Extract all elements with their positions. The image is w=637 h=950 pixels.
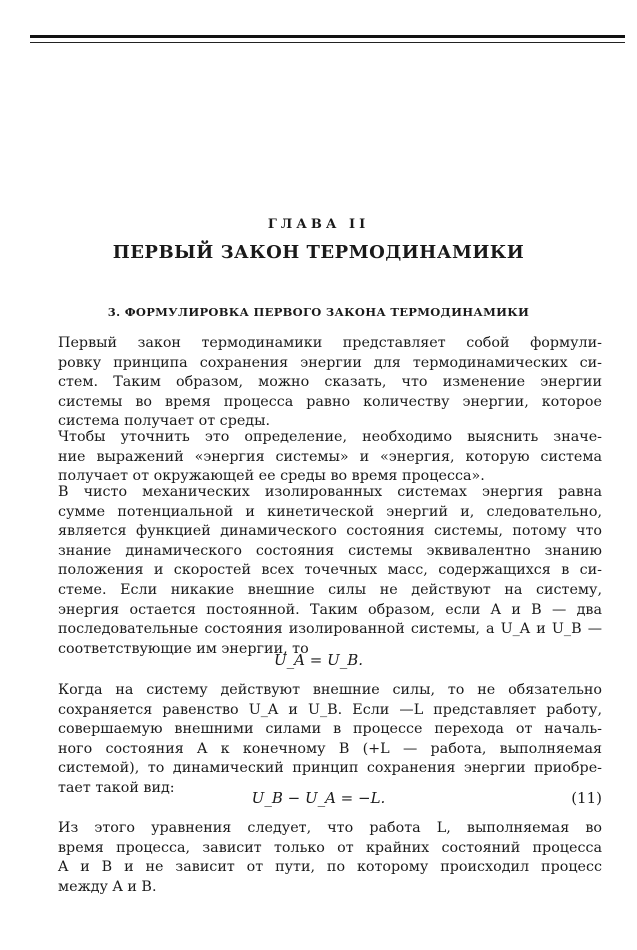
paragraph-3-line: сумме потенциальной и кинетической энергий и, следовательно, bbox=[58, 503, 602, 520]
equation-1-text: U_A = U_B. bbox=[273, 651, 363, 669]
paragraph-3 bbox=[58, 483, 602, 659]
paragraph-2 bbox=[58, 428, 602, 487]
paragraph-3-line: стеме. Если никакие внешние силы не действуют на систему, bbox=[58, 581, 602, 598]
paragraph-1-line: система получает от среды. bbox=[58, 413, 271, 430]
paragraph-1-line: Первый закон термодинамики представляет собой формули- bbox=[58, 335, 602, 351]
paragraph-2-line: получает от окружающей ее среды во время процесса». bbox=[58, 468, 485, 485]
paragraph-4-line: системой), то динамический принцип сохранения энергии приобре- bbox=[58, 760, 602, 777]
paragraph-1-line: системы во время процесса равно количеству энергии, которое bbox=[58, 393, 602, 410]
equation-2-text: U_B − U_A = −L. bbox=[251, 789, 386, 807]
chapter-label: ГЛАВА II bbox=[267, 217, 370, 232]
paragraph-3-line: соответствующие им энергии, то bbox=[58, 640, 309, 657]
paragraph-1-line: стем. Таким образом, можно сказать, что изменение энергии bbox=[58, 374, 602, 391]
paragraph-4-line: сохраняется равенство U_A и U_B. Если —L представляет работу, bbox=[58, 701, 602, 718]
paragraph-2-line: ние выражений «энергия системы» и «энергия, которую система bbox=[58, 448, 602, 465]
equation-2 bbox=[0, 789, 637, 807]
paragraph-3-line: является функцией динамического состояния системы, потому что bbox=[58, 523, 602, 540]
section-title: 3. ФОРМУЛИРОВКА ПЕРВОГО ЗАКОНА ТЕРМОДИНАМИКИ bbox=[107, 305, 530, 319]
paragraph-4-line: ного состояния A к конечному B (+L — работа, выполняемая bbox=[58, 740, 602, 757]
chapter-title: ПЕРВЫЙ ЗАКОН ТЕРМОДИНАМИКИ bbox=[112, 242, 525, 263]
paragraph-3-line: последовательные состояния изолированной системы, а U_A и U_B — bbox=[58, 621, 602, 638]
paragraph-4-line: тает такой вид: bbox=[58, 779, 175, 796]
equation-2-number: (11) bbox=[571, 789, 602, 807]
paragraph-1 bbox=[58, 334, 602, 432]
top-rule-thick bbox=[30, 35, 625, 38]
paragraph-3-line: положения и скоростей всех точечных масс, содержащихся в си- bbox=[58, 562, 602, 579]
paragraph-3-line: знание динамического состояния системы эквивалентно знанию bbox=[58, 542, 602, 559]
paragraph-5-line: время процесса, зависит только от крайних состояний процесса bbox=[58, 839, 602, 856]
paragraph-5 bbox=[58, 819, 602, 897]
paragraph-4-line: совершаемую внешними силами в процессе перехода от началь- bbox=[58, 721, 602, 738]
paragraph-2-line: Чтобы уточнить это определение, необходимо выяснить значе- bbox=[58, 429, 602, 445]
paragraph-4 bbox=[58, 681, 602, 799]
paragraph-5-line: A и B и не зависит от пути, по которому происходил процесс bbox=[58, 859, 602, 876]
paragraph-3-line: энергия остается постоянной. Таким образом, если A и B — два bbox=[58, 601, 602, 618]
paragraph-1-line: ровку принципа сохранения энергии для термодинамических си- bbox=[58, 354, 602, 371]
paragraph-4-line: Когда на систему действуют внешние силы, то не обязательно bbox=[58, 682, 602, 698]
equation-1 bbox=[0, 651, 637, 669]
paragraph-5-line: Из этого уравнения следует, что работа L, выполняемая во bbox=[58, 820, 602, 836]
top-rule-thin bbox=[30, 42, 625, 43]
paragraph-3-line: В чисто механических изолированных системах энергия равна bbox=[58, 484, 602, 500]
paragraph-5-line: между A и B. bbox=[58, 878, 157, 895]
